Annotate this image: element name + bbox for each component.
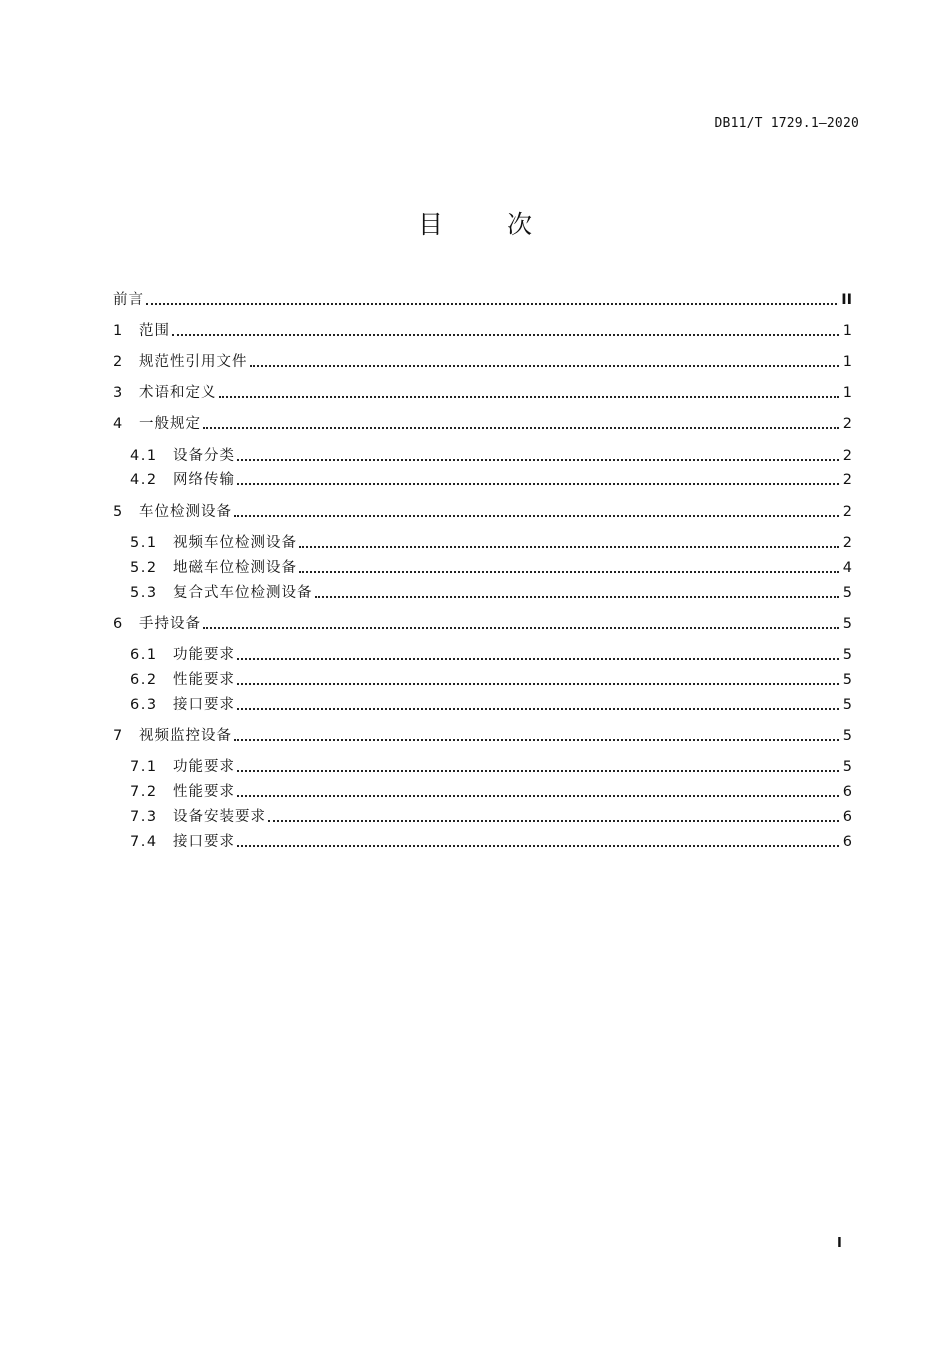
toc-entry-page: 2 [842,416,852,432]
toc-entry[interactable] [130,666,852,690]
toc-entry-number: 6.3 [130,697,158,713]
toc-entry-label: 术语和定义 [139,385,217,401]
toc-entry-number: 4 [113,416,123,432]
toc-entry-label: 视频车位检测设备 [173,535,297,551]
toc-entry-number: 6.1 [130,647,158,663]
toc-leader-dots [299,571,839,573]
toc-entry-page: 4 [842,560,852,576]
toc-leader-dots [237,658,839,660]
toc-entry[interactable] [130,641,852,665]
toc-entry-label: 设备安装要求 [173,809,266,825]
toc-entry-label: 接口要求 [173,834,235,850]
toc-entry-label: 手持设备 [139,616,201,632]
toc-leader-dots [237,795,839,797]
toc-entry[interactable] [130,579,852,603]
toc-entry-page: 5 [842,585,852,601]
toc-entry[interactable] [113,286,852,310]
toc-entry[interactable] [113,379,852,403]
toc-entry[interactable] [130,466,852,490]
toc-entry[interactable] [130,753,852,777]
toc-entry-page: 6 [842,809,852,825]
toc-leader-dots [299,546,839,548]
toc-entry-label: 地磁车位检测设备 [173,560,297,576]
toc-entry-page: 5 [842,616,852,632]
toc-entry-number: 6.2 [130,672,158,688]
toc-leader-dots [146,303,837,305]
page-title [0,205,950,241]
toc-entry-number: 7.3 [130,809,158,825]
toc-entry[interactable] [113,610,852,634]
title-char-2: 次 [506,210,532,239]
toc-leader-dots [172,334,839,336]
toc-entry-number: 3 [113,385,123,401]
toc-leader-dots [268,820,839,822]
toc-entry-page: 2 [842,535,852,551]
toc-entry[interactable] [113,498,852,522]
toc-leader-dots [219,396,839,398]
toc-entry[interactable] [130,442,852,466]
toc-entry[interactable] [113,410,852,434]
toc-entry-page: 5 [842,728,852,744]
title-char-1: 目 [418,210,444,239]
toc-leader-dots [250,365,839,367]
toc-leader-dots [203,427,839,429]
toc-leader-dots [237,770,839,772]
toc-entry-label: 网络传输 [173,472,235,488]
toc-entry-number: 7.1 [130,759,158,775]
toc-entry-page: 5 [842,647,852,663]
document-code: DB11/T 1729.1—2020 [714,116,859,131]
toc-entry-number: 5.2 [130,560,158,576]
toc-entry-label: 视频监控设备 [139,728,232,744]
toc-leader-dots [237,845,839,847]
toc-entry-label: 性能要求 [173,672,235,688]
toc-entry[interactable] [130,691,852,715]
toc-entry[interactable] [113,348,852,372]
toc-entry-page: 5 [842,759,852,775]
toc-leader-dots [237,459,839,461]
toc-entry-page: 5 [842,697,852,713]
toc-entry-label: 性能要求 [173,784,235,800]
toc-leader-dots [234,739,839,741]
toc-entry-number: 4.2 [130,472,158,488]
toc-entry-number: 5.3 [130,585,158,601]
toc-entry[interactable] [130,778,852,802]
toc-entry-number: 7.4 [130,834,158,850]
toc-entry-page: 1 [842,385,852,401]
toc-entry-label: 接口要求 [173,697,235,713]
toc-entry-page: 2 [842,448,852,464]
toc-entry-number: 5 [113,504,123,520]
toc-entry-label: 前言 [113,292,144,308]
toc-entry-page: 2 [842,472,852,488]
toc-entry[interactable] [130,529,852,553]
toc-entry-label: 设备分类 [173,448,235,464]
toc-entry[interactable] [130,554,852,578]
toc-leader-dots [234,515,839,517]
toc-entry-label: 复合式车位检测设备 [173,585,313,601]
toc-leader-dots [237,708,839,710]
toc-entry-number: 2 [113,354,123,370]
toc-entry-number: 7.2 [130,784,158,800]
toc-leader-dots [315,596,839,598]
toc-entry-label: 范围 [139,323,170,339]
toc-entry-page: 1 [842,323,852,339]
toc-entry-number: 6 [113,616,123,632]
toc-leader-dots [237,483,839,485]
toc-leader-dots [237,683,839,685]
toc-entry-label: 一般规定 [139,416,201,432]
toc-entry-label: 车位检测设备 [139,504,232,520]
toc-entry-page: 5 [842,672,852,688]
toc-entry[interactable] [130,828,852,852]
toc-entry[interactable] [130,803,852,827]
toc-entry-page: 2 [842,504,852,520]
toc-entry-page: 6 [842,834,852,850]
toc-entry[interactable] [113,722,852,746]
toc-entry-label: 功能要求 [173,759,235,775]
toc-entry-number: 5.1 [130,535,158,551]
footer-page-number: I [837,1236,842,1251]
toc-leader-dots [203,627,839,629]
toc-entry-label: 规范性引用文件 [139,354,248,370]
toc-entry-number: 1 [113,323,123,339]
toc-entry-number: 7 [113,728,123,744]
toc-entry-page: 6 [842,784,852,800]
toc-entry-page: 1 [842,354,852,370]
toc-entry[interactable] [113,317,852,341]
toc-entry-label: 功能要求 [173,647,235,663]
toc-entry-page: II [841,292,852,308]
toc-entry-number: 4.1 [130,448,158,464]
